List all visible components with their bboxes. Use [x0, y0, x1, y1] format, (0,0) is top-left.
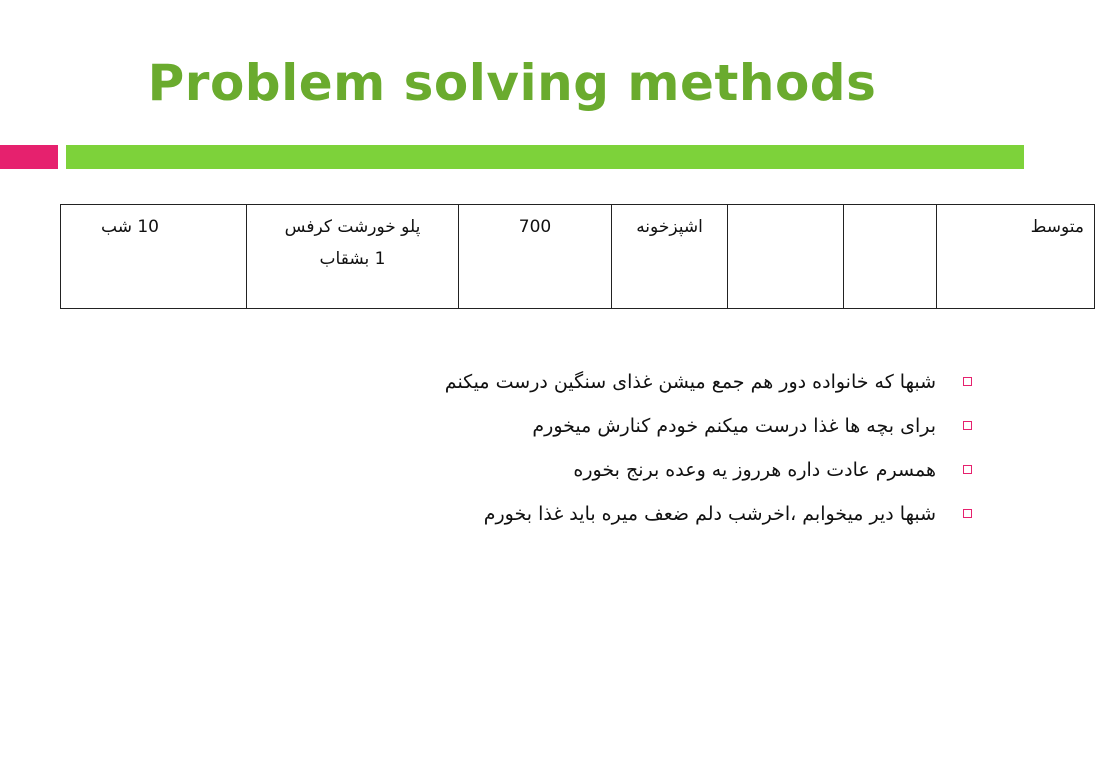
bullet-list	[360, 362, 980, 538]
table-cell: 700	[459, 205, 612, 309]
list-item-text: همسرم عادت داره هرروز یه وعده برنج بخوره	[573, 459, 936, 481]
list-item-text: برای بچه ها غذا درست میکنم خودم کنارش میخورم	[532, 415, 936, 437]
table-cell	[728, 205, 844, 309]
square-bullet-icon	[963, 421, 972, 430]
accent-bar-green	[66, 145, 1024, 169]
table-cell: اشپزخونه	[612, 205, 728, 309]
table-cell	[844, 205, 937, 309]
table-cell: 10 شب	[61, 205, 247, 309]
list-item	[360, 406, 980, 450]
table-cell: متوسط	[937, 205, 1095, 309]
list-item-text: شبها که خانواده دور هم جمع میشن غذای سنگین درست میکنم	[444, 371, 936, 393]
table-cell-line: پلو خورشت کرفس	[284, 217, 421, 237]
list-item	[360, 362, 980, 406]
list-item	[360, 450, 980, 494]
square-bullet-icon	[963, 377, 972, 386]
table-row	[61, 205, 1095, 309]
list-item	[360, 494, 980, 538]
table-cell-line: 1 بشقاب	[319, 249, 386, 269]
table-cell	[247, 205, 459, 309]
square-bullet-icon	[963, 509, 972, 518]
list-item-text: شبها دیر میخوابم ،اخرشب دلم ضعف میره باید غذا بخورم	[483, 503, 936, 525]
slide-title: Problem solving methods	[147, 54, 877, 112]
square-bullet-icon	[963, 465, 972, 474]
accent-bar-pink	[0, 145, 58, 169]
data-table	[60, 204, 1095, 309]
